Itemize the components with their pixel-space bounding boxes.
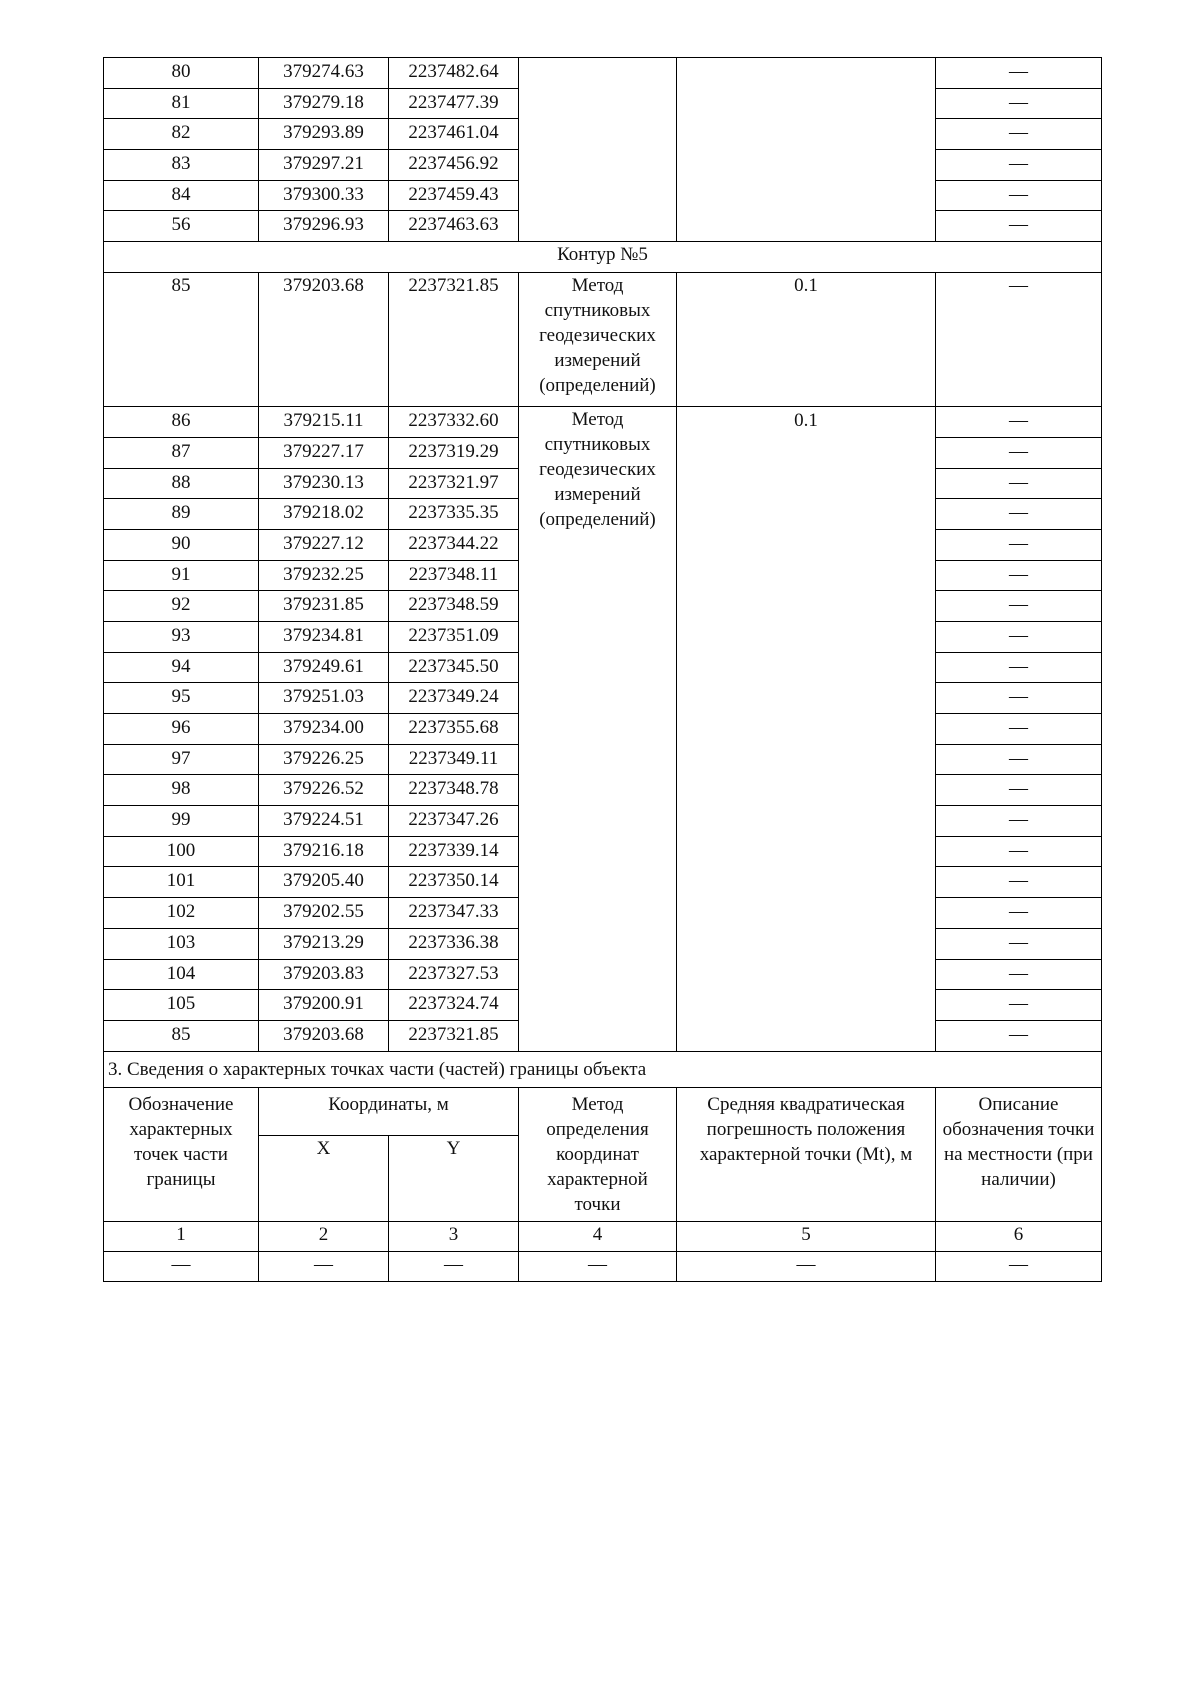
point-y: 2237350.14 — [389, 867, 519, 898]
method-cell: Метод спутниковых геодезических измерений (определений) — [519, 273, 677, 407]
point-description: — — [936, 88, 1102, 119]
point-number: 89 — [104, 499, 259, 530]
empty-cell: — — [104, 1251, 259, 1281]
point-description: — — [936, 58, 1102, 89]
point-y: 2237477.39 — [389, 88, 519, 119]
point-description: — — [936, 744, 1102, 775]
header-description: Описание обозначения точки на местности (при наличии) — [936, 1087, 1102, 1221]
col-number: 2 — [259, 1221, 389, 1251]
point-x: 379279.18 — [259, 88, 389, 119]
point-y: 2237348.11 — [389, 560, 519, 591]
point-number: 100 — [104, 836, 259, 867]
point-number: 81 — [104, 88, 259, 119]
point-y: 2237348.78 — [389, 775, 519, 806]
point-number: 98 — [104, 775, 259, 806]
table-row — [104, 58, 1102, 89]
point-x: 379203.83 — [259, 959, 389, 990]
point-x: 379234.00 — [259, 714, 389, 745]
point-description: — — [936, 437, 1102, 468]
point-description: — — [936, 273, 1102, 407]
empty-cell: — — [677, 1251, 936, 1281]
point-description: — — [936, 867, 1102, 898]
contour-title: Контур №5 — [104, 242, 1102, 273]
point-number: 93 — [104, 621, 259, 652]
point-y: 2237327.53 — [389, 959, 519, 990]
point-x: 379274.63 — [259, 58, 389, 89]
point-description: — — [936, 591, 1102, 622]
point-y: 2237351.09 — [389, 621, 519, 652]
header-x: X — [259, 1135, 389, 1221]
point-x: 379227.17 — [259, 437, 389, 468]
point-y: 2237347.33 — [389, 898, 519, 929]
point-description: — — [936, 119, 1102, 150]
point-x: 379215.11 — [259, 407, 389, 438]
point-number: 87 — [104, 437, 259, 468]
point-description: — — [936, 714, 1102, 745]
point-number: 91 — [104, 560, 259, 591]
point-description: — — [936, 211, 1102, 242]
point-number: 104 — [104, 959, 259, 990]
section-title-row — [104, 1051, 1102, 1087]
point-description: — — [936, 652, 1102, 683]
contour-row — [104, 242, 1102, 273]
column-numbers-row — [104, 1221, 1102, 1251]
table-row — [104, 407, 1102, 438]
point-number: 97 — [104, 744, 259, 775]
point-y: 2237332.60 — [389, 407, 519, 438]
point-x: 379202.55 — [259, 898, 389, 929]
point-number: 83 — [104, 150, 259, 181]
method-cell-empty — [519, 58, 677, 242]
point-y: 2237459.43 — [389, 180, 519, 211]
point-y: 2237349.24 — [389, 683, 519, 714]
point-x: 379296.93 — [259, 211, 389, 242]
col-number: 4 — [519, 1221, 677, 1251]
point-x: 379205.40 — [259, 867, 389, 898]
empty-cell: — — [936, 1251, 1102, 1281]
point-description: — — [936, 499, 1102, 530]
point-number: 86 — [104, 407, 259, 438]
point-description: — — [936, 683, 1102, 714]
empty-cell: — — [389, 1251, 519, 1281]
point-x: 379231.85 — [259, 591, 389, 622]
point-y: 2237345.50 — [389, 652, 519, 683]
point-number: 82 — [104, 119, 259, 150]
header-designation: Обозначение характерных точек части границы — [104, 1087, 259, 1221]
point-x: 379251.03 — [259, 683, 389, 714]
point-y: 2237463.63 — [389, 211, 519, 242]
point-description: — — [936, 180, 1102, 211]
point-description: — — [936, 836, 1102, 867]
point-number: 94 — [104, 652, 259, 683]
point-y: 2237335.35 — [389, 499, 519, 530]
point-y: 2237348.59 — [389, 591, 519, 622]
accuracy-cell-empty — [677, 58, 936, 242]
point-number: 88 — [104, 468, 259, 499]
point-x: 379216.18 — [259, 836, 389, 867]
point-x: 379297.21 — [259, 150, 389, 181]
section-title: 3. Сведения о характерных точках части (частей) границы объекта — [104, 1051, 1102, 1087]
point-description: — — [936, 621, 1102, 652]
header-coords: Координаты, м — [259, 1087, 519, 1135]
point-x: 379234.81 — [259, 621, 389, 652]
col-number: 5 — [677, 1221, 936, 1251]
point-y: 2237456.92 — [389, 150, 519, 181]
accuracy-cell: 0.1 — [677, 407, 936, 1051]
header-method: Метод определения координат характерной точки — [519, 1087, 677, 1221]
point-description: — — [936, 806, 1102, 837]
point-number: 96 — [104, 714, 259, 745]
point-y: 2237347.26 — [389, 806, 519, 837]
empty-cell: — — [259, 1251, 389, 1281]
point-x: 379249.61 — [259, 652, 389, 683]
point-x: 379200.91 — [259, 990, 389, 1021]
point-x: 379203.68 — [259, 1020, 389, 1051]
point-y: 2237344.22 — [389, 529, 519, 560]
point-description: — — [936, 529, 1102, 560]
point-x: 379232.25 — [259, 560, 389, 591]
point-description: — — [936, 407, 1102, 438]
point-x: 379203.68 — [259, 273, 389, 407]
point-number: 90 — [104, 529, 259, 560]
point-description: — — [936, 150, 1102, 181]
header-row — [104, 1087, 1102, 1135]
table-row — [104, 273, 1102, 407]
point-number: 92 — [104, 591, 259, 622]
point-y: 2237349.11 — [389, 744, 519, 775]
group-rows — [104, 407, 1102, 1051]
col-number: 6 — [936, 1221, 1102, 1251]
point-x: 379226.52 — [259, 775, 389, 806]
point-y: 2237319.29 — [389, 437, 519, 468]
point-number: 85 — [104, 273, 259, 407]
point-number: 84 — [104, 180, 259, 211]
point-description: — — [936, 928, 1102, 959]
point-number: 56 — [104, 211, 259, 242]
col-number: 3 — [389, 1221, 519, 1251]
point-number: 80 — [104, 58, 259, 89]
empty-cell: — — [519, 1251, 677, 1281]
point-x: 379218.02 — [259, 499, 389, 530]
header-accuracy: Средняя квадратическая погрешность положения характерной точки (Mt), м — [677, 1087, 936, 1221]
point-x: 379224.51 — [259, 806, 389, 837]
point-description: — — [936, 990, 1102, 1021]
point-number: 95 — [104, 683, 259, 714]
empty-data-row — [104, 1251, 1102, 1281]
point-x: 379227.12 — [259, 529, 389, 560]
point-x: 379213.29 — [259, 928, 389, 959]
point-x: 379226.25 — [259, 744, 389, 775]
point-y: 2237482.64 — [389, 58, 519, 89]
point-number: 99 — [104, 806, 259, 837]
point-description: — — [936, 959, 1102, 990]
accuracy-cell: 0.1 — [677, 273, 936, 407]
point-description: — — [936, 468, 1102, 499]
header-y: Y — [389, 1135, 519, 1221]
point-number: 85 — [104, 1020, 259, 1051]
boundary-points-table — [103, 57, 1102, 1282]
point-description: — — [936, 775, 1102, 806]
point-y: 2237321.85 — [389, 273, 519, 407]
point-y: 2237321.97 — [389, 468, 519, 499]
point-number: 102 — [104, 898, 259, 929]
point-description: — — [936, 898, 1102, 929]
col-number: 1 — [104, 1221, 259, 1251]
point-y: 2237339.14 — [389, 836, 519, 867]
point-y: 2237336.38 — [389, 928, 519, 959]
point-y: 2237461.04 — [389, 119, 519, 150]
point-number: 103 — [104, 928, 259, 959]
point-description: — — [936, 1020, 1102, 1051]
point-x: 379230.13 — [259, 468, 389, 499]
point-y: 2237355.68 — [389, 714, 519, 745]
point-description: — — [936, 560, 1102, 591]
point-y: 2237321.85 — [389, 1020, 519, 1051]
point-y: 2237324.74 — [389, 990, 519, 1021]
point-number: 105 — [104, 990, 259, 1021]
method-cell: Метод спутниковых геодезических измерений (определений) — [519, 407, 677, 1051]
point-number: 101 — [104, 867, 259, 898]
point-x: 379293.89 — [259, 119, 389, 150]
point-x: 379300.33 — [259, 180, 389, 211]
